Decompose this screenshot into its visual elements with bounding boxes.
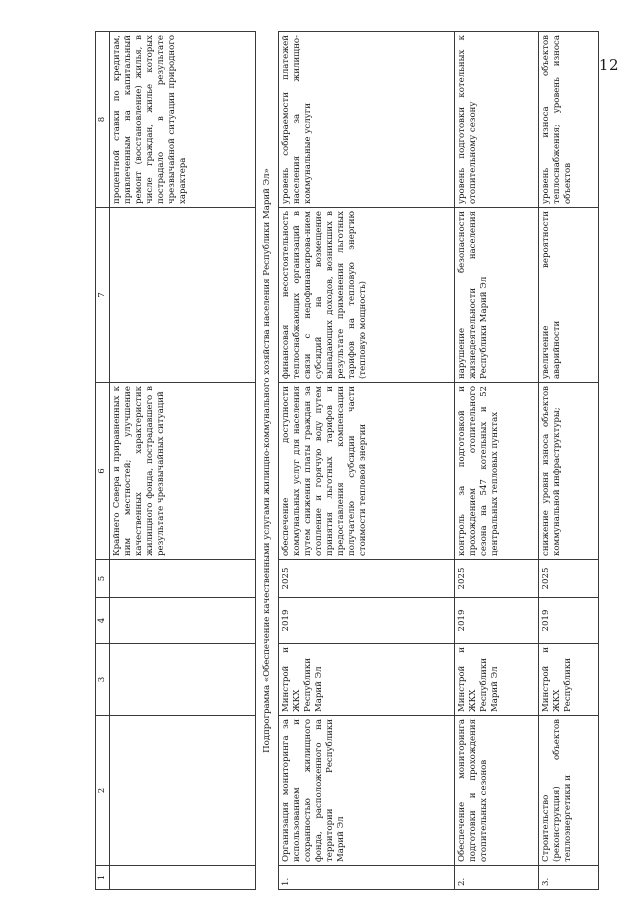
row-number	[110, 866, 256, 890]
table-row	[539, 32, 599, 890]
start-year: 2019	[279, 598, 455, 644]
column-header: 3	[96, 644, 110, 716]
consequences: увеличение вероятности аварийности	[539, 208, 599, 383]
expected-result: снижение уровня износа объектов коммунальной инфраструктуры;	[539, 383, 599, 560]
rotated-table-sheet	[95, 30, 639, 890]
column-header: 2	[96, 716, 110, 866]
row-number: 2.	[455, 866, 539, 890]
executor	[110, 644, 256, 716]
executor: Минстрой и ЖКХ Республики Марий Эл	[455, 644, 539, 716]
expected-result: обеспечение доступности коммунальных услуг для населения путем снижения платы граждан за отопление и горячую воду путем принятия льготных тарифов и предоставления компенсации получателю субсидии части стоимости тепловой энергии	[279, 383, 455, 560]
consequences	[110, 208, 256, 383]
column-header: 7	[96, 208, 110, 383]
column-header: 5	[96, 560, 110, 598]
measure-name: Обеспечение мониторинга подготовки и прохождения отопительных сезонов	[455, 716, 539, 866]
table-row	[110, 32, 256, 890]
column-header: 1	[96, 866, 110, 890]
end-year: 2025	[455, 560, 539, 598]
column-header: 8	[96, 32, 110, 208]
row-number: 1.	[279, 866, 455, 890]
row-number: 3.	[539, 866, 599, 890]
expected-result: контроль за подготовкой и прохождением отопительного сезона на 547 котельных и 52 центральных тепловых пунктах	[455, 383, 539, 560]
consequences: нарушение безопасности жизнедеятельности населения Республики Марий Эл	[455, 208, 539, 383]
indicators: уровень собираемости платежей населения за жилищно-коммунальные услуги	[279, 32, 455, 208]
subprogram-title: Подпрограмма «Обеспечение качественными услугами жилищно-коммунального хозяйства населения Республики Марий Эл»	[256, 32, 279, 890]
table-row	[455, 32, 539, 890]
indicators: уровень подготовки котельных к отопительному сезону	[455, 32, 539, 208]
table-row	[279, 32, 455, 890]
indicators: уровень износа объектов теплоснабжения; уровень износа объектов	[539, 32, 599, 208]
start-year	[110, 598, 256, 644]
indicators: процентной ставки по кредитам, привлеченным на капитальный ремонт (восстановление) жилья, в числе граждан, жилье которых пострадало в результате чрезвычайной ситуации природного характера	[110, 32, 256, 208]
start-year: 2019	[455, 598, 539, 644]
measure-name	[110, 716, 256, 866]
column-header: 4	[96, 598, 110, 644]
measure-name: Строительство (реконструкция) объектов теплоэнергетики и	[539, 716, 599, 866]
end-year: 2025	[279, 560, 455, 598]
executor: Минстрой и ЖКХ Республики Марий Эл	[279, 644, 455, 716]
column-number-row	[96, 32, 110, 890]
subprogram-row	[256, 32, 279, 890]
start-year: 2019	[539, 598, 599, 644]
page-number: 12	[598, 56, 619, 74]
executor: Минстрой и ЖКХ Республики	[539, 644, 599, 716]
consequences: финансовая несостоятельность теплоснабжающих организаций в связи с недофинансирова-нием субсидий на возмещение выпадающих доходов, возникших в результате применения льготных тарифов на тепловую энергию (тепловую мощность)	[279, 208, 455, 383]
end-year	[110, 560, 256, 598]
end-year: 2025	[539, 560, 599, 598]
column-header: 6	[96, 383, 110, 560]
measure-name: Организация мониторинга за использованием и сохранностью жилищного фонда, расположенного на территории Республики Марий Эл	[279, 716, 455, 866]
measures-table	[95, 31, 599, 890]
expected-result: Крайнего Севера и приравненных к ним местностей; улучшение качественных характеристик жилищного фонда, пострадавшего в результате чрезвычайных ситуаций	[110, 383, 256, 560]
